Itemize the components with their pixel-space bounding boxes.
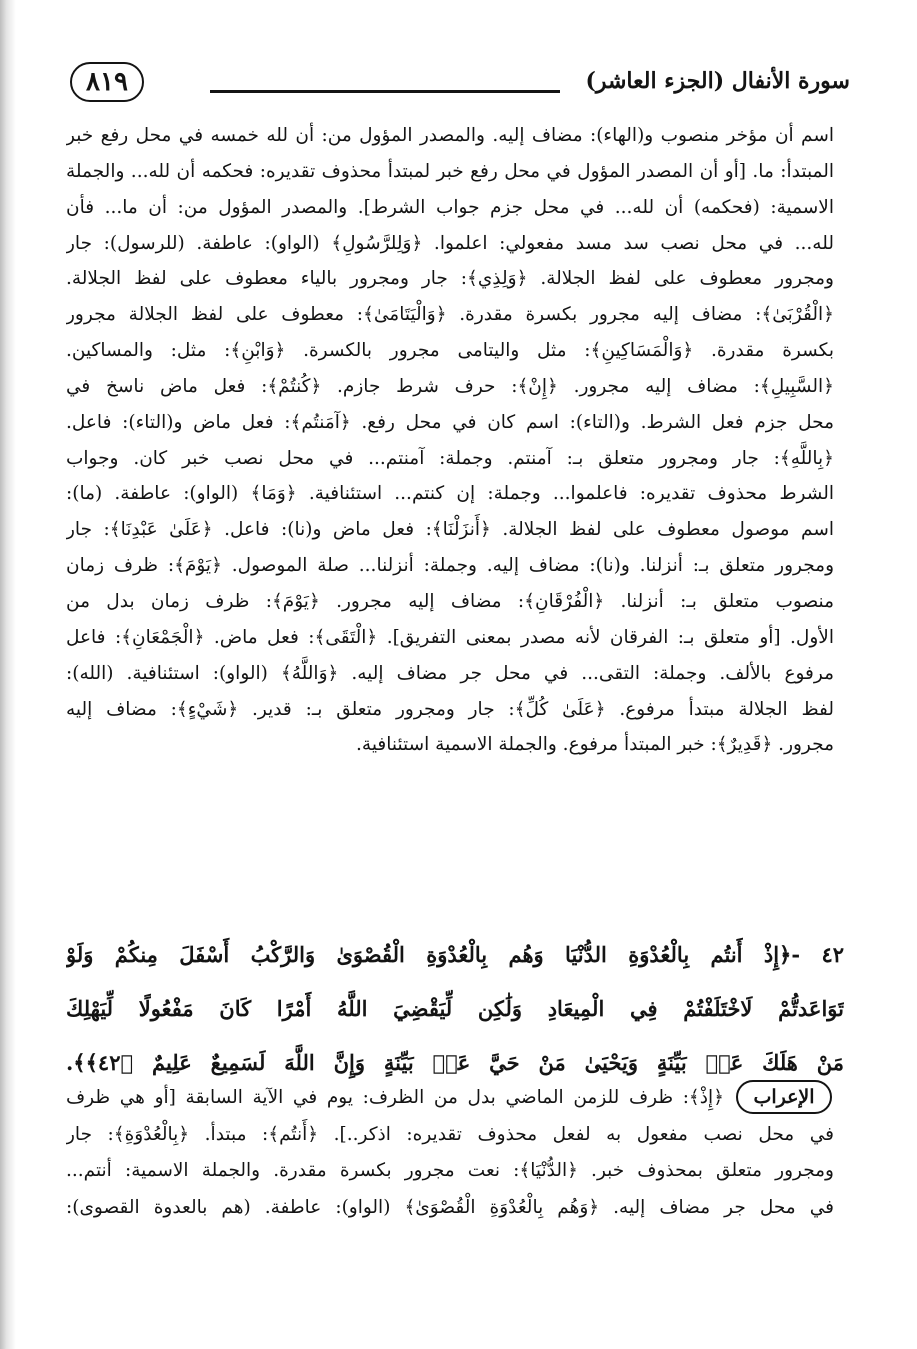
text-line: لفظ الجلالة مبتدأ مرفوع. ﴿عَلَىٰ كُلِّ﴾: جار ومجرور متعلق بـ: قدير. ﴿شَيْءٍ﴾: مضاف إليه — [66, 698, 834, 720]
verse-line: ٤٢ -﴿إِذْ أَنتُم بِالْعُدْوَةِ الدُّنْيَا وَهُم بِالْعُدْوَةِ الْقُصْوَىٰ وَالرَّكْبُ أَسْفَلَ مِنكُمْ وَلَوْ — [66, 942, 844, 967]
text-line: ﴿الْقُرْبَىٰ﴾: مضاف إليه مجرور بكسرة مقدرة. ﴿وَالْيَتَامَىٰ﴾: معطوف على لفظ الجلالة مجرور — [66, 304, 834, 326]
page-header — [70, 62, 850, 110]
commentary-block — [66, 118, 834, 763]
text-line: مجرور. ﴿قَدِيرٌ﴾: خبر المبتدأ مرفوع. والجملة الاسمية استئنافية. — [356, 734, 834, 756]
text-line: ﴿بِاللَّهِ﴾: جار ومجرور متعلق بـ: آمنتم. وجملة: آمنتم... في محل نصب خبر كان. وجواب — [66, 447, 834, 469]
text-line: الأول. [أو متعلق بـ: الفرقان لأنه مصدر بمعنى التفريق]. ﴿الْتَقَى﴾: فعل ماض. ﴿الْجَمْعَانِ﴾: فاعل — [66, 626, 834, 648]
text-line: الاسمية: (فحكمه) أن لله... في محل جزم جواب الشرط]. والمصدر المؤول من: أن ما... فأن — [66, 196, 834, 218]
text-line: ﴿السَّبِيلِ﴾: مضاف إليه مجرور. ﴿إِنْ﴾: حرف شرط جازم. ﴿كُنتُمْ﴾: فعل ماض ناسخ في — [66, 375, 834, 397]
text-line: الشرط محذوف تقديره: فاعلموا... وجملة: إن كنتم... استئنافية. ﴿وَمَا﴾ (الواو): عاطفة. (ما): — [66, 483, 834, 505]
text-line: اسم أن مؤخر منصوب و(الهاء): مضاف إليه. والمصدر المؤول من: أن لله خمسه في محل رفع خبر — [66, 125, 834, 146]
scan-edge — [0, 0, 16, 1349]
text-line: ﴿إِذْ﴾: ظرف للزمن الماضي بدل من الظرف: يوم في الآية السابقة [أو هي ظرف — [66, 1087, 724, 1108]
text-line: بكسرة مقدرة. ﴿وَالْمَسَاكِينِ﴾: مثل واليتامى مجرور بالكسرة. ﴿وَابْنِ﴾: مثل: والمساكين. — [66, 340, 834, 362]
text-line: مرفوع بالألف. وجملة: التقى... في محل جر مضاف إليه. ﴿وَاللَّهُ﴾ (الواو): استئنافية. (الله): — [66, 662, 834, 684]
text-line: المبتدأ: ما. [أو أن المصدر المؤول في محل رفع خبر لمبتدأ محذوف تقديره: فحكمه أن لله... والجملة — [66, 160, 834, 182]
header-rule — [210, 90, 560, 93]
verse-block — [66, 928, 844, 1090]
verse-line: مَنْ هَلَكَ عَنۢ بَيِّنَةٍ وَيَحْيَىٰ مَنْ حَيَّ عَنۢ بَيِّنَةٍ وَإِنَّ اللَّهَ لَسَمِيعٌ عَلِيمٌ ﴿٤٢﴾﴾. — [66, 1050, 844, 1075]
page-number: ٨١٩ — [70, 62, 144, 102]
text-line: لله... في محل نصب سد مسد مفعولي: اعلموا. ﴿وَلِلرَّسُولِ﴾ (الواو): عاطفة. (للرسول): جار — [66, 232, 834, 254]
irab-heading: الإعراب — [736, 1080, 832, 1114]
text-line: منصوب متعلق بـ: أنزلنا. ﴿الْفُرْقَانِ﴾: مضاف إليه مجرور. ﴿يَوْمَ﴾: ظرف زمان بدل من — [66, 590, 834, 612]
verse-line: تَوَاعَدتُّمْ لَاخْتَلَفْتُمْ فِي الْمِيعَادِ وَلَٰكِن لِّيَقْضِيَ اللَّهُ أَمْرًا كَانَ مَفْعُولًا لِّيَهْلِكَ — [66, 996, 844, 1021]
irab-block — [66, 1080, 834, 1226]
text-line: ومجرور متعلق بـ: أنزلنا. و(نا): مضاف إليه. وجملة: أنزلنا... صلة الموصول. ﴿يَوْمَ﴾: ظرف زمان — [66, 555, 834, 577]
text-line: محل جزم فعل الشرط. و(التاء): اسم كان في محل رفع. ﴿آمَنتُم﴾: فعل ماض و(التاء): فاعل. — [66, 411, 834, 433]
running-title: سورة الأنفال (الجزء العاشر) — [585, 68, 850, 94]
text-line: في محل نصب مفعول به لفعل محذوف تقديره: اذكر..]. ﴿أَنتُم﴾: مبتدأ. ﴿بِالْعُدْوَةِ﴾: جار — [66, 1123, 834, 1145]
text-line: ومجرور معطوف على لفظ الجلالة. ﴿وَلِذِي﴾: جار ومجرور بالياء معطوف على لفظ الجلالة. — [66, 268, 834, 290]
text-line: في محل جر مضاف إليه. ﴿وَهُم بِالْعُدْوَةِ الْقُصْوَىٰ﴾ (الواو): عاطفة. (هم بالعدوة القصوى): — [66, 1196, 834, 1218]
text-line: اسم موصول معطوف على لفظ الجلالة. ﴿أَنزَلْنَا﴾: فعل ماض و(نا): فاعل. ﴿عَلَىٰ عَبْدِنَا﴾: جار — [66, 519, 834, 541]
text-line: ومجرور متعلق بمحذوف خبر. ﴿الدُّنْيَا﴾: نعت مجرور بكسرة مقدرة. والجملة الاسمية: أنتم... — [66, 1160, 834, 1181]
